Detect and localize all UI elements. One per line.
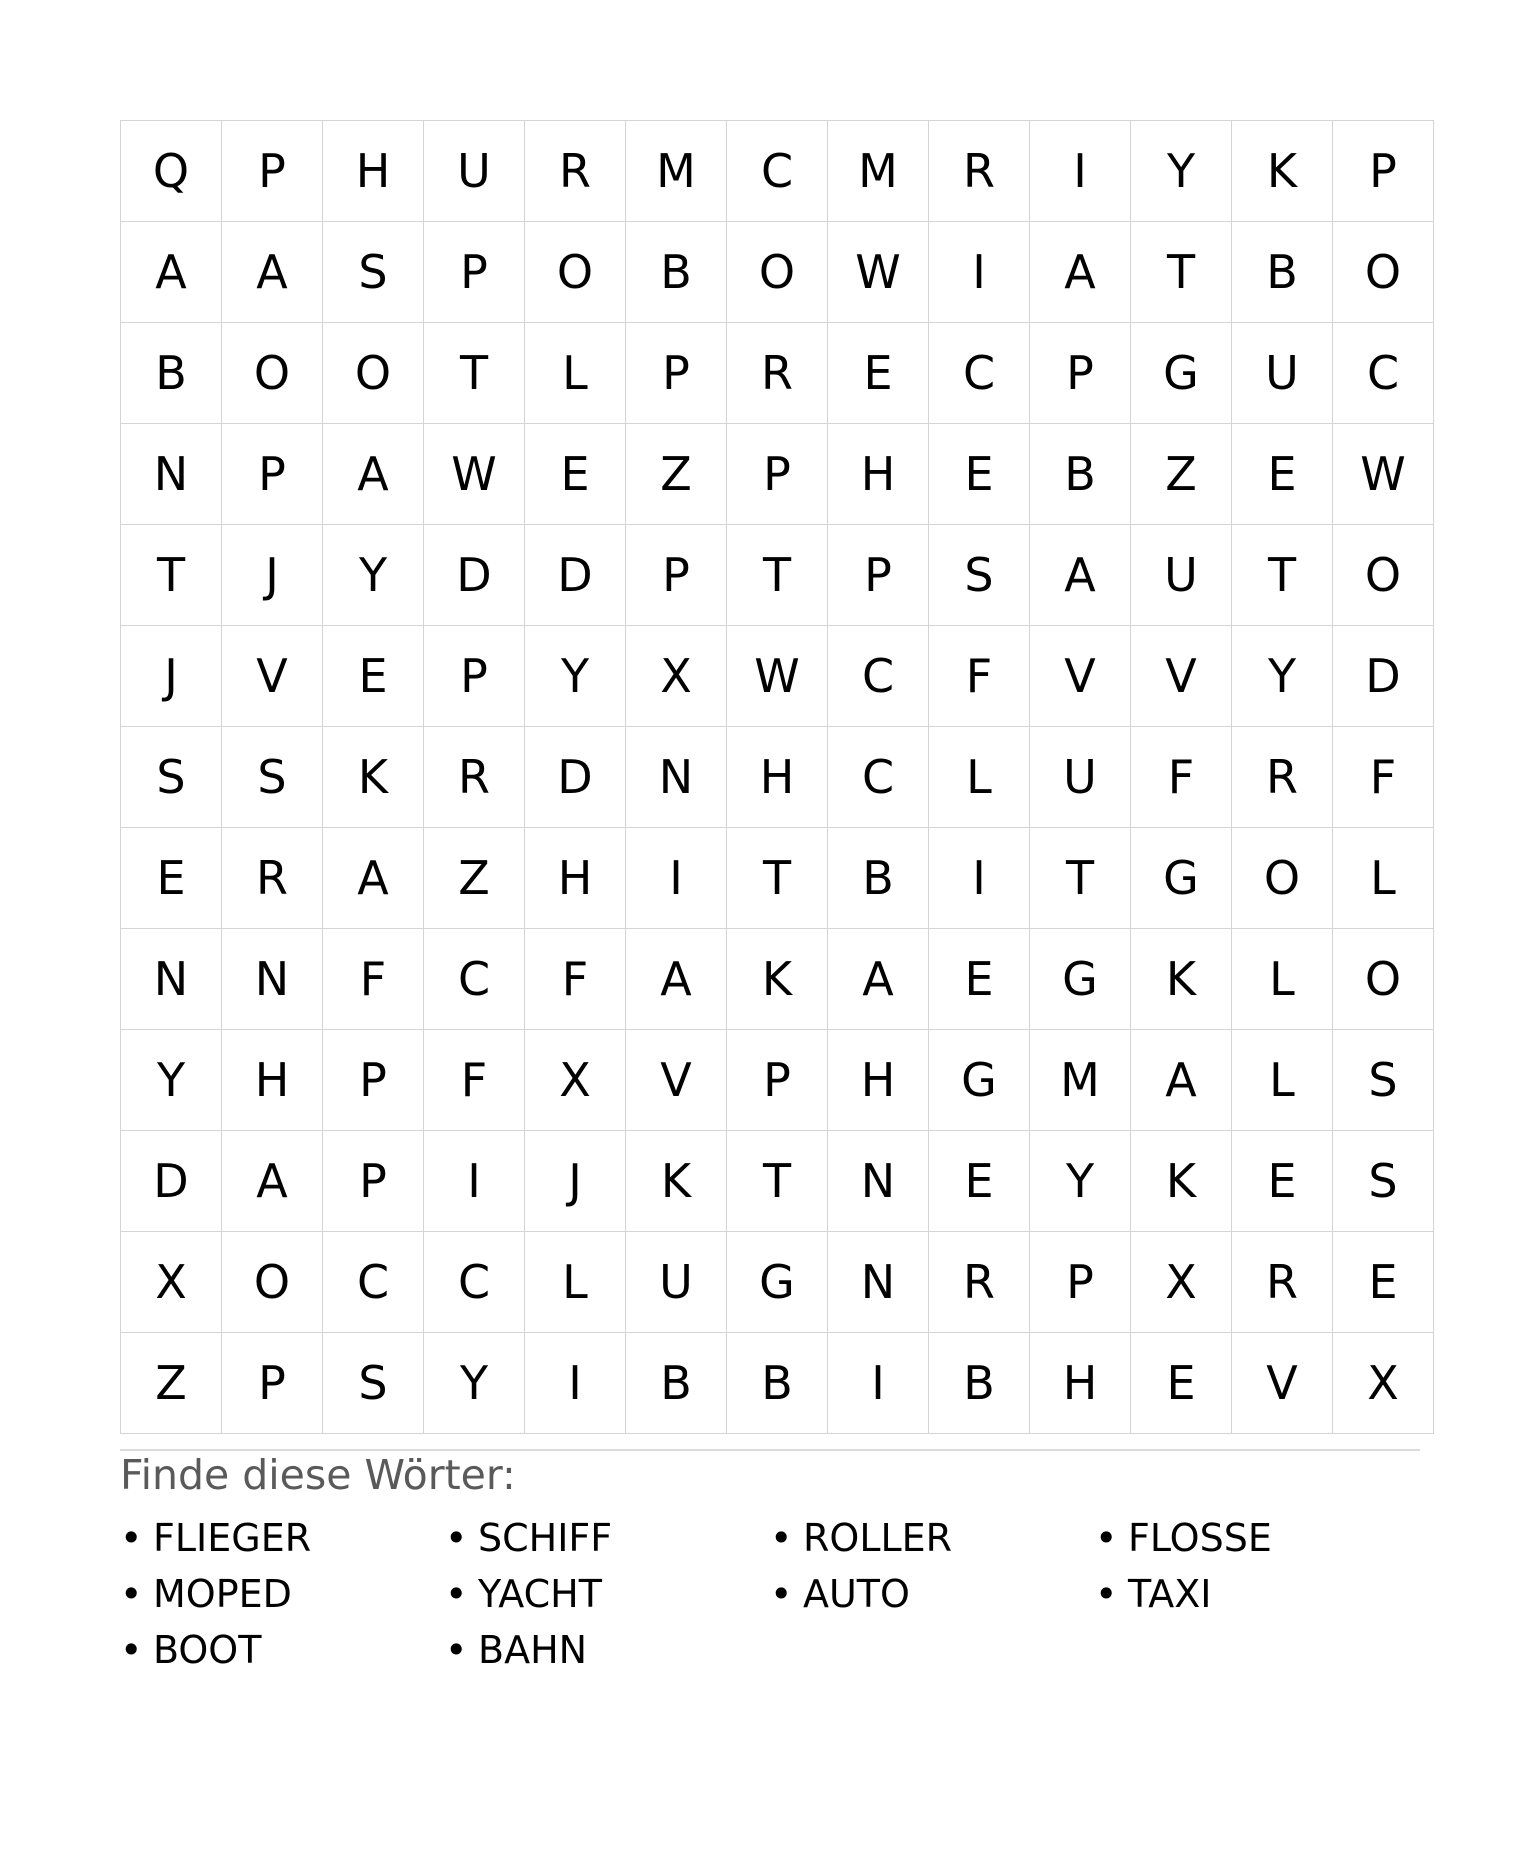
grid-cell[interactable]: J [222, 525, 323, 626]
grid-cell[interactable]: I [929, 222, 1030, 323]
grid-cell[interactable]: L [1232, 1030, 1333, 1131]
grid-cell[interactable]: P [1333, 121, 1434, 222]
word-list-item [770, 1566, 1095, 1622]
grid-cell[interactable]: D [1333, 626, 1434, 727]
grid-cell[interactable]: R [525, 121, 626, 222]
grid-cell[interactable]: B [1030, 424, 1131, 525]
grid-cell[interactable]: T [1030, 828, 1131, 929]
grid-cell[interactable]: B [626, 222, 727, 323]
bullet-icon: • [770, 1572, 793, 1616]
grid-cell[interactable]: A [626, 929, 727, 1030]
grid-cell[interactable]: I [1030, 121, 1131, 222]
grid-cell[interactable]: V [1030, 626, 1131, 727]
grid-cell[interactable]: H [525, 828, 626, 929]
grid-cell[interactable]: X [1333, 1333, 1434, 1434]
grid-cell[interactable]: F [929, 626, 1030, 727]
grid-cell[interactable]: E [1232, 424, 1333, 525]
word-label: TAXI [1128, 1572, 1212, 1616]
grid-cell[interactable]: C [929, 323, 1030, 424]
grid-cell[interactable]: I [424, 1131, 525, 1232]
grid-cell[interactable]: P [424, 222, 525, 323]
grid-cell[interactable]: F [424, 1030, 525, 1131]
grid-cell[interactable]: P [424, 626, 525, 727]
word-label: AUTO [803, 1572, 910, 1616]
grid-cell[interactable]: H [323, 121, 424, 222]
grid-cell[interactable]: M [1030, 1030, 1131, 1131]
grid-cell[interactable]: S [1333, 1030, 1434, 1131]
grid-cell[interactable]: K [323, 727, 424, 828]
grid-cell[interactable]: G [1131, 323, 1232, 424]
grid-cell[interactable]: T [424, 323, 525, 424]
word-label: BOOT [153, 1628, 262, 1672]
word-list-item [1095, 1566, 1420, 1622]
grid-cell[interactable]: P [727, 1030, 828, 1131]
grid-cell[interactable]: O [1333, 222, 1434, 323]
grid-cell[interactable]: P [626, 525, 727, 626]
grid-cell[interactable]: S [323, 222, 424, 323]
grid-cell[interactable]: Z [626, 424, 727, 525]
grid-cell[interactable]: T [727, 525, 828, 626]
word-label: YACHT [478, 1572, 602, 1616]
grid-cell[interactable]: E [121, 828, 222, 929]
grid-row [121, 424, 1434, 525]
grid-cell[interactable]: O [222, 323, 323, 424]
grid-cell[interactable]: N [121, 424, 222, 525]
grid-row [121, 1232, 1434, 1333]
grid-cell[interactable]: Y [1131, 121, 1232, 222]
bullet-icon: • [1095, 1516, 1118, 1560]
grid-cell[interactable]: H [727, 727, 828, 828]
grid-cell[interactable]: W [424, 424, 525, 525]
grid-cell[interactable]: F [1333, 727, 1434, 828]
grid-cell[interactable]: N [626, 727, 727, 828]
grid-cell[interactable]: P [1030, 1232, 1131, 1333]
grid-cell[interactable]: C [727, 121, 828, 222]
grid-cell[interactable]: O [1333, 525, 1434, 626]
grid-cell[interactable]: M [626, 121, 727, 222]
grid-cell[interactable]: P [222, 424, 323, 525]
grid-cell[interactable]: G [1131, 828, 1232, 929]
grid-cell[interactable]: R [1232, 1232, 1333, 1333]
word-label: MOPED [153, 1572, 292, 1616]
grid-cell[interactable]: K [1131, 929, 1232, 1030]
grid-cell[interactable]: Z [1131, 424, 1232, 525]
word-label: FLIEGER [153, 1516, 312, 1560]
grid-cell[interactable]: V [222, 626, 323, 727]
grid-cell[interactable]: E [1333, 1232, 1434, 1333]
grid-cell[interactable]: L [1232, 929, 1333, 1030]
grid-cell[interactable]: R [929, 121, 1030, 222]
grid-cell[interactable]: C [1333, 323, 1434, 424]
grid-cell[interactable]: A [222, 222, 323, 323]
grid-cell[interactable]: L [1333, 828, 1434, 929]
grid-cell[interactable]: S [929, 525, 1030, 626]
grid-row [121, 929, 1434, 1030]
grid-cell[interactable]: M [828, 121, 929, 222]
grid-cell[interactable]: A [1131, 1030, 1232, 1131]
grid-cell[interactable]: V [1131, 626, 1232, 727]
grid-cell[interactable]: I [626, 828, 727, 929]
grid-cell[interactable]: W [727, 626, 828, 727]
grid-cell[interactable]: C [424, 929, 525, 1030]
instructions-label: Finde diese Wörter: [120, 1451, 516, 1499]
grid-cell[interactable]: E [929, 1131, 1030, 1232]
grid-cell[interactable]: Y [1232, 626, 1333, 727]
grid-cell[interactable]: A [1030, 525, 1131, 626]
grid-cell[interactable]: O [525, 222, 626, 323]
grid-cell[interactable]: I [525, 1333, 626, 1434]
grid-row [121, 121, 1434, 222]
grid-cell[interactable]: K [1232, 121, 1333, 222]
grid-cell[interactable]: V [626, 1030, 727, 1131]
letter-grid [120, 120, 1434, 1434]
grid-cell[interactable]: T [1131, 222, 1232, 323]
grid-cell[interactable]: V [1232, 1333, 1333, 1434]
bullet-icon: • [445, 1516, 468, 1560]
grid-cell[interactable]: I [828, 1333, 929, 1434]
word-label: BAHN [478, 1628, 588, 1672]
grid-cell[interactable]: F [1131, 727, 1232, 828]
grid-cell[interactable]: P [323, 1131, 424, 1232]
grid-cell[interactable]: B [626, 1333, 727, 1434]
grid-cell[interactable]: U [1030, 727, 1131, 828]
grid-row [121, 222, 1434, 323]
grid-cell[interactable]: P [323, 1030, 424, 1131]
grid-cell[interactable]: N [121, 929, 222, 1030]
grid-cell[interactable]: X [1131, 1232, 1232, 1333]
word-list-item [445, 1622, 770, 1678]
grid-cell[interactable]: A [1030, 222, 1131, 323]
grid-cell[interactable]: S [121, 727, 222, 828]
grid-cell[interactable]: R [727, 323, 828, 424]
word-list-item [445, 1510, 770, 1566]
grid-cell[interactable]: E [929, 424, 1030, 525]
grid-row [121, 1030, 1434, 1131]
grid-cell[interactable]: E [323, 626, 424, 727]
bullet-icon: • [120, 1516, 143, 1560]
grid-row [121, 323, 1434, 424]
grid-cell[interactable]: D [121, 1131, 222, 1232]
grid-cell[interactable]: N [828, 1131, 929, 1232]
grid-cell[interactable]: L [929, 727, 1030, 828]
word-list-item [120, 1622, 445, 1678]
grid-cell[interactable]: Y [1030, 1131, 1131, 1232]
grid-cell[interactable]: G [727, 1232, 828, 1333]
grid-cell[interactable]: T [1232, 525, 1333, 626]
grid-cell[interactable]: U [424, 121, 525, 222]
grid-cell[interactable]: R [1232, 727, 1333, 828]
grid-row [121, 626, 1434, 727]
grid-cell[interactable]: A [121, 222, 222, 323]
grid-cell[interactable]: K [727, 929, 828, 1030]
grid-cell[interactable]: A [323, 424, 424, 525]
grid-cell[interactable]: T [121, 525, 222, 626]
grid-cell[interactable]: P [1030, 323, 1131, 424]
grid-cell[interactable]: E [525, 424, 626, 525]
word-list-item [120, 1510, 445, 1566]
grid-cell[interactable]: N [222, 929, 323, 1030]
grid-cell[interactable]: X [626, 626, 727, 727]
grid-cell[interactable]: D [424, 525, 525, 626]
grid-cell[interactable]: T [727, 828, 828, 929]
grid-cell[interactable]: Q [121, 121, 222, 222]
grid-cell[interactable]: C [424, 1232, 525, 1333]
grid-cell[interactable]: L [525, 323, 626, 424]
grid-cell[interactable]: P [727, 424, 828, 525]
grid-cell[interactable]: K [626, 1131, 727, 1232]
grid-cell[interactable]: W [828, 222, 929, 323]
word-label: ROLLER [803, 1516, 953, 1560]
word-list [120, 1510, 1420, 1678]
grid-cell[interactable]: H [828, 424, 929, 525]
grid-cell[interactable]: X [525, 1030, 626, 1131]
grid-cell[interactable]: Y [525, 626, 626, 727]
bullet-icon: • [1095, 1572, 1118, 1616]
grid-cell[interactable]: G [1030, 929, 1131, 1030]
word-list-item [120, 1566, 445, 1622]
grid-cell[interactable]: C [828, 626, 929, 727]
grid-cell[interactable]: K [1131, 1131, 1232, 1232]
grid-cell[interactable]: E [1131, 1333, 1232, 1434]
grid-cell[interactable]: S [323, 1333, 424, 1434]
grid-cell[interactable]: B [121, 323, 222, 424]
grid-cell[interactable]: P [222, 1333, 323, 1434]
grid-cell[interactable]: O [323, 323, 424, 424]
grid-cell[interactable]: S [1333, 1131, 1434, 1232]
grid-cell[interactable]: J [121, 626, 222, 727]
grid-cell[interactable]: D [525, 525, 626, 626]
grid-cell[interactable]: H [1030, 1333, 1131, 1434]
grid-cell[interactable]: Y [424, 1333, 525, 1434]
grid-cell[interactable]: J [525, 1131, 626, 1232]
bullet-icon: • [120, 1572, 143, 1616]
grid-cell[interactable]: B [1232, 222, 1333, 323]
bullet-icon: • [120, 1628, 143, 1672]
grid-row [121, 828, 1434, 929]
grid-cell[interactable]: A [323, 828, 424, 929]
grid-cell[interactable]: B [828, 828, 929, 929]
grid-cell[interactable]: Y [121, 1030, 222, 1131]
grid-cell[interactable]: E [929, 929, 1030, 1030]
grid-cell[interactable]: H [222, 1030, 323, 1131]
grid-cell[interactable]: I [929, 828, 1030, 929]
grid-cell[interactable]: U [1232, 323, 1333, 424]
grid-cell[interactable]: C [323, 1232, 424, 1333]
grid-cell[interactable]: A [828, 929, 929, 1030]
grid-cell[interactable]: D [525, 727, 626, 828]
grid-cell[interactable]: C [828, 727, 929, 828]
grid-cell[interactable]: U [626, 1232, 727, 1333]
grid-cell[interactable]: O [222, 1232, 323, 1333]
grid-row [121, 525, 1434, 626]
grid-cell[interactable]: S [222, 727, 323, 828]
grid-cell[interactable]: X [121, 1232, 222, 1333]
grid-row [121, 727, 1434, 828]
grid-cell[interactable]: E [1232, 1131, 1333, 1232]
grid-cell[interactable]: W [1333, 424, 1434, 525]
grid-cell[interactable]: O [1232, 828, 1333, 929]
grid-cell[interactable]: T [727, 1131, 828, 1232]
grid-cell[interactable]: U [1131, 525, 1232, 626]
grid-cell[interactable]: N [828, 1232, 929, 1333]
grid-cell[interactable]: B [727, 1333, 828, 1434]
grid-row [121, 1131, 1434, 1232]
grid-cell[interactable]: B [929, 1333, 1030, 1434]
grid-cell[interactable]: Y [323, 525, 424, 626]
grid-cell[interactable]: Z [424, 828, 525, 929]
bullet-icon: • [770, 1516, 793, 1560]
grid-cell[interactable]: H [828, 1030, 929, 1131]
grid-cell[interactable]: G [929, 1030, 1030, 1131]
grid-cell[interactable]: A [222, 1131, 323, 1232]
grid-cell[interactable]: O [1333, 929, 1434, 1030]
grid-cell[interactable]: E [828, 323, 929, 424]
word-list-item [445, 1566, 770, 1622]
word-list-item [770, 1510, 1095, 1566]
bullet-icon: • [445, 1572, 468, 1616]
grid-cell[interactable]: O [727, 222, 828, 323]
grid-cell[interactable]: F [323, 929, 424, 1030]
grid-cell[interactable]: R [424, 727, 525, 828]
grid-cell[interactable]: P [222, 121, 323, 222]
word-label: FLOSSE [1128, 1516, 1272, 1560]
grid-cell[interactable]: F [525, 929, 626, 1030]
grid-cell[interactable]: R [222, 828, 323, 929]
grid-cell[interactable]: R [929, 1232, 1030, 1333]
bullet-icon: • [445, 1628, 468, 1672]
word-list-item [1095, 1510, 1420, 1566]
grid-cell[interactable]: P [828, 525, 929, 626]
grid-cell[interactable]: L [525, 1232, 626, 1333]
grid-cell[interactable]: P [626, 323, 727, 424]
grid-cell[interactable]: Z [121, 1333, 222, 1434]
word-label: SCHIFF [478, 1516, 613, 1560]
grid-row [121, 1333, 1434, 1434]
